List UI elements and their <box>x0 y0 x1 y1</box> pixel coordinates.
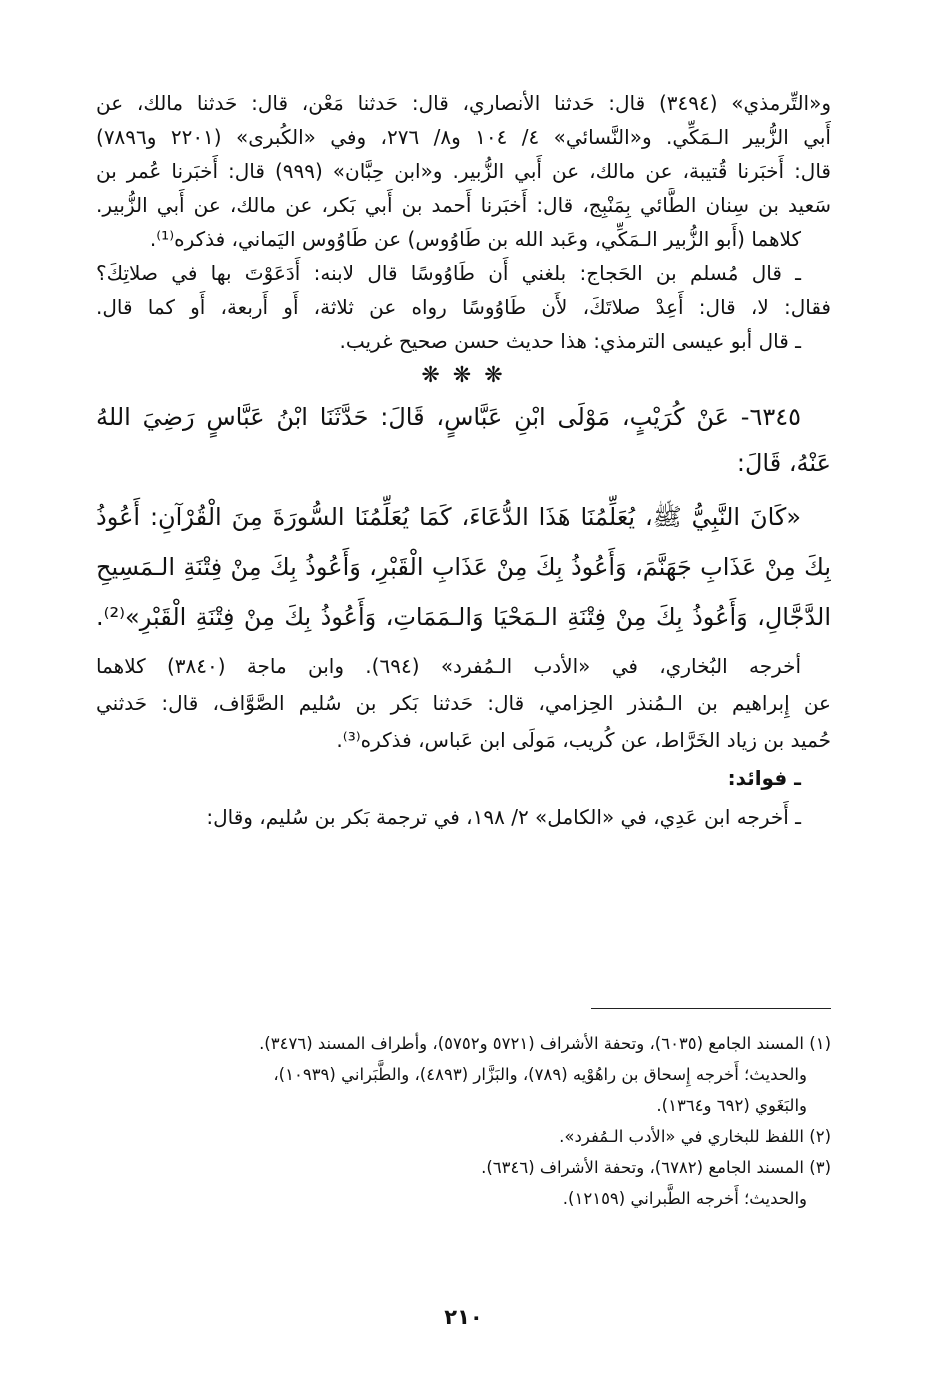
page-number: ٢١٠ <box>444 1305 483 1329</box>
text-line: كلاهما (أَبو الزُّبير الـمَكِّي، وعَبد الله بن طَاوُوس) عن طَاوُوس اليَماني، فذكره⁽¹⁾. <box>149 227 801 251</box>
footnote-line: (١) المسند الجامع (٦٠٣٥)، وتحفة الأشراف (٥٧٢١ و٥٧٥٢)، وأطراف المسند (٣٤٧٦). <box>259 1034 831 1053</box>
footnote-line: والحديث؛ أَخرجه الطَّبراني (١٢١٥٩). <box>562 1189 807 1208</box>
fawaid-line: ـ أَخرجه ابن عَدِي، في «الكامل» ٢/ ١٩٨، في ترجمة بَكر بن سُليم، وقال: <box>206 805 801 829</box>
text-line: سَعيد بن سِنان الطَّائي بِمَنْبِج، قال: أَخبَرنا أَحمد بن أَبي بَكر، عن مالك، عن أَبي الزُّبير. <box>96 193 831 217</box>
footnote-line: (٣) المسند الجامع (٦٧٨٢)، وتحفة الأشراف (٦٣٤٦). <box>481 1158 831 1177</box>
footnotes <box>96 1028 831 1214</box>
hadith-text-line: الدَّجَّالِ، وَأَعُوذُ بِكَ مِنْ فِتْنَةِ الـمَحْيَا وَالـمَمَاتِ، وَأَعُوذُ بِكَ مِنْ فِتْنَةِ الْقَبْرِ»⁽²⁾. <box>96 603 831 631</box>
text-line: ـ قال أبو عيسى الترمذي: هذا حديث حسن صحيح غريب. <box>339 329 801 353</box>
hadith-text-line: «كَانَ النَّبِيُّ ﷺ، يُعَلِّمُنَا هَذَا الدُّعَاءَ، كَمَا يُعَلِّمُنَا السُّورَةَ مِنَ الْقُرْآنِ: أَعُوذُ <box>96 503 801 531</box>
text-line: أَبي الزُّبير الـمَكِّي. و«النَّسائي» ٤/ ١٠٤ و٨/ ٢٧٦، وفي «الكُبرى» (٢٢٠١ و٧٨٩٦) <box>96 125 831 149</box>
hadith-isnad-line: عَنْهُ، قَالَ: <box>736 449 831 477</box>
footnote-line: والحديث؛ أَخرجه إِسحاق بن راهُوْيه (٧٨٩)، والبَزَّار (٤٨٩٣)، والطَّبَراني (١٠٩٣٩)، <box>273 1065 807 1084</box>
text-line: قال: أَخبَرنا قُتيبة، عن مالك، عن أَبي الزُّبير. و«ابن حِبَّان» (٩٩٩) قال: أَخبَرنا عُمر بن <box>96 159 831 183</box>
text-line: أخرجه البُخاري، في «الأدب الـمُفرد» (٦٩٤). وابن ماجة (٣٨٤٠) كلاهما <box>96 654 802 678</box>
section-separator: ❋ ❋ ❋ <box>421 363 506 388</box>
text-line: فقال: لا، قال: أَعِدْ صلاتَكَ، لأَن طَاوُوسًا رواه عن ثلاثة، أَو أَربعة، أَو كما قال. <box>96 295 831 319</box>
fawaid-title: ـ فوائد: <box>727 766 801 790</box>
hadith-text <box>96 492 831 642</box>
text-line: حُميد بن زياد الخَرَّاط، عن كُريب، مَولَى ابن عَباس، فذكره⁽³⁾. <box>336 728 831 752</box>
hadith-text-line: بِكَ مِنْ عَذَابِ جَهَنَّمَ، وَأَعُوذُ بِكَ مِنْ عَذَابِ الْقَبْرِ، وَأَعُوذُ بِكَ مِنْ فِتْنَةِ الـمَسِيحِ <box>96 553 831 581</box>
text-line: عن إِبراهيم بن الـمُنذر الحِزامي، قال: حَدثنا بَكر بن سُليم الصَّوَّاف، قال: حَدثني <box>96 691 831 715</box>
intro-section <box>96 86 831 358</box>
takhrij-section <box>96 648 831 759</box>
text-line: ـ قال مُسلم بن الحَجاج: بلغني أَن طَاوُوسًا قال لابنه: أَدَعَوْتَ بها في صلاتِكَ؟ <box>96 261 801 285</box>
footnote-divider <box>591 1008 831 1009</box>
footnote-line: والبَغَوي (٦٩٢ و١٣٦٤). <box>656 1096 807 1115</box>
page-content <box>96 86 831 1346</box>
text-line: و«التِّرمذي» (٣٤٩٤) قال: حَدثنا الأنصاري، قال: حَدثنا مَعْن، قال: حَدثنا مالك، عن <box>96 91 831 115</box>
hadith-isnad-line: ٦٣٤٥- عَنْ كُرَيْبٍ، مَوْلَى ابْنِ عَبَّاسٍ، قَالَ: حَدَّثَنَا ابْنُ عَبَّاسٍ رَضِيَ اللهُ <box>96 403 801 431</box>
hadith-heading <box>96 394 831 486</box>
footnote-line: (٢) اللفظ للبخاري في «الأدب الـمُفرد». <box>559 1127 831 1146</box>
